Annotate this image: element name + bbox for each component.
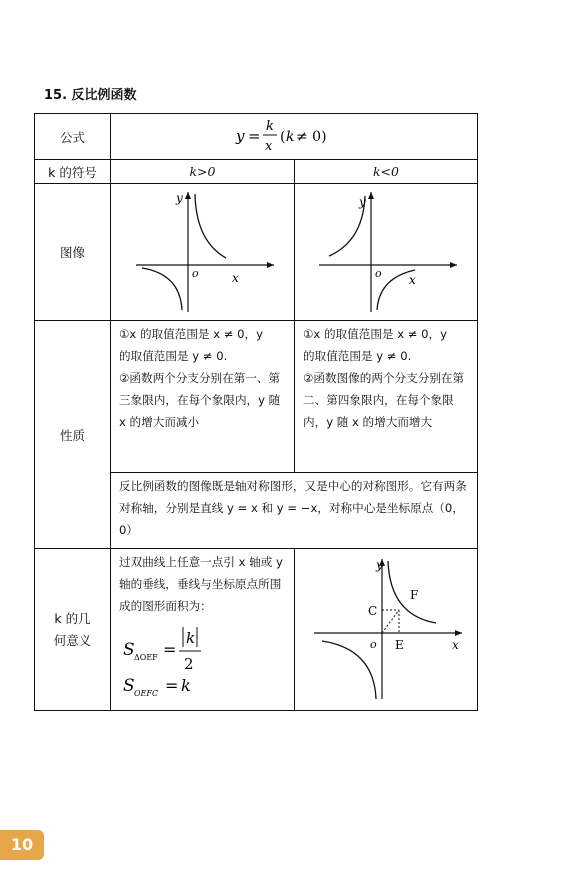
property-positive: ①x 的取值范围是 x ≠ 0，y 的取值范围是 y ≠ 0. ②函数两个分支分别在第一、第三象限内，在每个象限内，y 随 x 的增大而减小 (111, 321, 295, 473)
svg-text:2: 2 (184, 655, 194, 673)
svg-text:C: C (368, 603, 378, 618)
svg-text:k: k (286, 128, 295, 145)
k-negative: k<0 (295, 160, 478, 184)
geometry-explanation: 过双曲线上任意一点引 x 轴或 y 轴的垂线，垂线与坐标原点所围成的图形面积为： (119, 555, 283, 613)
graph-row (35, 184, 478, 321)
svg-text:k: k (266, 118, 274, 134)
svg-text:x: x (409, 273, 416, 287)
formula-cell (111, 114, 478, 160)
svg-text:≠ 0): ≠ 0) (296, 128, 327, 145)
svg-text:OEFC: OEFC (134, 689, 159, 698)
svg-text:x: x (231, 271, 239, 285)
svg-text:x: x (452, 637, 459, 652)
geometry-row (35, 549, 478, 711)
svg-text:y: y (359, 195, 366, 209)
graph-negative-k (295, 184, 478, 321)
svg-text:o: o (191, 267, 199, 280)
svg-text:o: o (375, 267, 382, 280)
formula-row (35, 114, 478, 160)
svg-text:y: y (376, 557, 383, 572)
svg-text:E: E (395, 637, 404, 652)
graph-label: 图像 (35, 184, 111, 321)
graph-positive-k (111, 184, 295, 321)
property-negative: ①x 的取值范围是 x ≠ 0，y 的取值范围是 y ≠ 0. ②函数图像的两个分支分别在第二、第四象限内，在每个象限内，y 随 x 的增大而增大 (295, 321, 478, 473)
svg-text:k: k (186, 629, 196, 647)
svg-text:y: y (236, 126, 245, 145)
k-positive: k>0 (111, 160, 295, 184)
property-label: 性质 (35, 321, 111, 549)
geometry-text-cell (111, 549, 295, 711)
property-row (35, 321, 478, 473)
svg-text:(: ( (280, 128, 286, 145)
hyperbola-positive (128, 186, 278, 314)
svg-text:k: k (181, 676, 191, 695)
geometry-label: k 的几何意义 (35, 549, 111, 711)
geometry-graph-cell (295, 549, 478, 711)
symmetry-text: 反比例函数的图像既是轴对称图形，又是中心的对称图形。它有两条对称轴，分别是直线 y = x 和 y = −x，对称中心是坐标原点（0，0） (111, 473, 478, 549)
page-number: 10 (0, 830, 44, 860)
svg-text:ΔOEF: ΔOEF (134, 653, 158, 662)
svg-text:F: F (410, 587, 419, 602)
svg-text:S: S (123, 676, 135, 696)
hyperbola-negative (311, 186, 461, 314)
svg-text:S: S (123, 640, 135, 660)
geometry-diagram (306, 553, 466, 703)
svg-text:x: x (265, 138, 273, 154)
svg-text:=: = (248, 126, 261, 145)
svg-text:=: = (163, 640, 177, 659)
formula-math (234, 115, 354, 155)
sign-row (35, 160, 478, 184)
sign-label: k 的符号 (35, 160, 111, 184)
inverse-proportion-table (34, 113, 478, 711)
svg-text:o: o (370, 637, 377, 651)
section-title: 15. 反比例函数 (44, 88, 137, 103)
geometry-formulas (119, 617, 279, 699)
svg-text:=: = (165, 676, 179, 695)
svg-text:y: y (175, 191, 183, 205)
formula-label: 公式 (35, 114, 111, 160)
